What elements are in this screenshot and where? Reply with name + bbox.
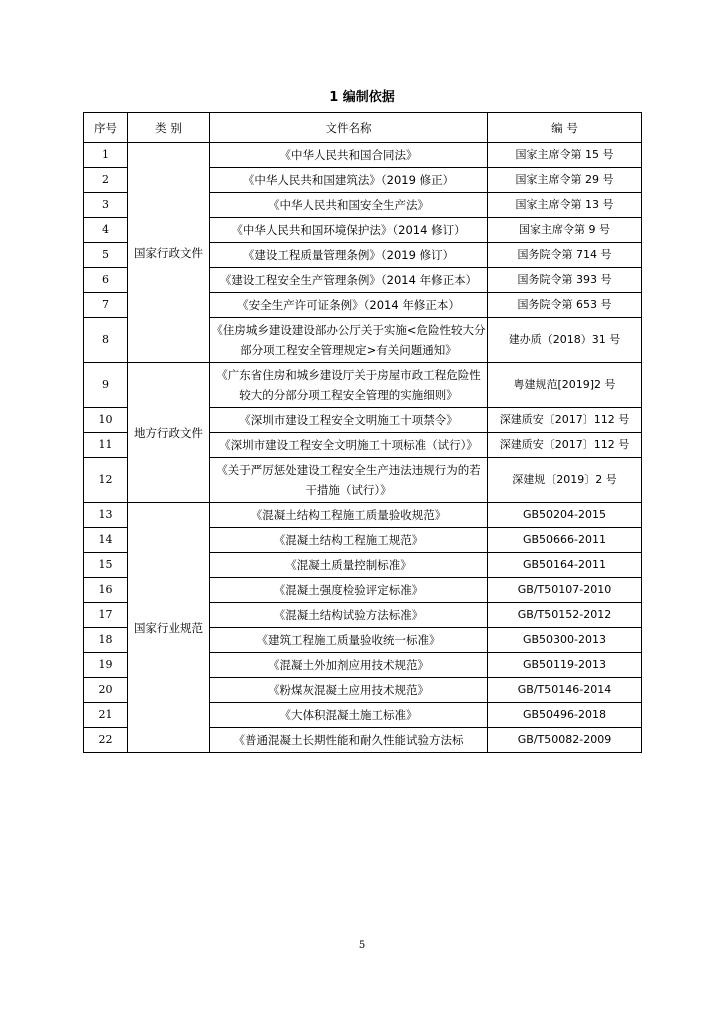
- row-document-name: 《关于严厉惩处建设工程安全生产违法违规行为的若干措施（试行）》: [210, 458, 488, 503]
- row-category: 国家行业规范: [128, 503, 210, 753]
- row-serial: 10: [84, 408, 128, 433]
- row-serial: 20: [84, 678, 128, 703]
- row-serial: 21: [84, 703, 128, 728]
- row-serial: 14: [84, 528, 128, 553]
- table-header-row: [84, 113, 642, 143]
- row-document-code: 国家主席令第 9 号: [488, 218, 642, 243]
- row-document-name: 《大体积混凝土施工标准》: [210, 703, 488, 728]
- row-document-code: GB50119-2013: [488, 653, 642, 678]
- row-document-name: 《粉煤灰混凝土应用技术规范》: [210, 678, 488, 703]
- row-serial: 6: [84, 268, 128, 293]
- row-document-name: 《中华人民共和国安全生产法》: [210, 193, 488, 218]
- row-serial: 1: [84, 143, 128, 168]
- row-document-name: 《混凝土强度检验评定标准》: [210, 578, 488, 603]
- table-row: [84, 143, 642, 168]
- row-document-code: 国务院令第 653 号: [488, 293, 642, 318]
- row-serial: 7: [84, 293, 128, 318]
- row-document-name: 《中华人民共和国环境保护法》（2014 修订）: [210, 218, 488, 243]
- row-document-code: GB50300-2013: [488, 628, 642, 653]
- row-document-name: 《混凝土质量控制标准》: [210, 553, 488, 578]
- table-row: [84, 503, 642, 528]
- header-document-name: 文件名称: [210, 113, 488, 143]
- table-row: [84, 363, 642, 408]
- row-document-name: 《建设工程质量管理条例》（2019 修订）: [210, 243, 488, 268]
- header-document-code: 编 号: [488, 113, 642, 143]
- reference-documents-table: [83, 112, 642, 753]
- row-document-code: GB/T50107-2010: [488, 578, 642, 603]
- row-document-code: GB50496-2018: [488, 703, 642, 728]
- header-serial: 序号: [84, 113, 128, 143]
- row-document-code: 深建规〔2019〕2 号: [488, 458, 642, 503]
- row-serial: 16: [84, 578, 128, 603]
- row-document-name: 《中华人民共和国建筑法》（2019 修正）: [210, 168, 488, 193]
- row-serial: 2: [84, 168, 128, 193]
- row-document-code: GB/T50146-2014: [488, 678, 642, 703]
- row-document-name: 《混凝土外加剂应用技术规范》: [210, 653, 488, 678]
- row-serial: 13: [84, 503, 128, 528]
- row-document-name: 《普通混凝土长期性能和耐久性能试验方法标: [210, 728, 488, 753]
- row-serial: 4: [84, 218, 128, 243]
- row-document-code: 国家主席令第 29 号: [488, 168, 642, 193]
- row-serial: 5: [84, 243, 128, 268]
- row-document-code: GB50204-2015: [488, 503, 642, 528]
- row-document-name: 《建设工程安全生产管理条例》（2014 年修正本）: [210, 268, 488, 293]
- row-document-code: GB/T50082-2009: [488, 728, 642, 753]
- row-serial: 3: [84, 193, 128, 218]
- row-document-code: GB50164-2011: [488, 553, 642, 578]
- row-document-code: 建办质（2018）31 号: [488, 318, 642, 363]
- row-serial: 17: [84, 603, 128, 628]
- row-document-code: GB/T50152-2012: [488, 603, 642, 628]
- row-serial: 9: [84, 363, 128, 408]
- row-document-name: 《深圳市建设工程安全文明施工十项标准（试行）》: [210, 433, 488, 458]
- row-document-code: 国家主席令第 15 号: [488, 143, 642, 168]
- row-serial: 15: [84, 553, 128, 578]
- row-serial: 8: [84, 318, 128, 363]
- page-number: 5: [358, 940, 366, 951]
- row-serial: 19: [84, 653, 128, 678]
- row-document-name: 《深圳市建设工程安全文明施工十项禁令》: [210, 408, 488, 433]
- row-serial: 12: [84, 458, 128, 503]
- row-category: 国家行政文件: [128, 143, 210, 363]
- row-document-code: 粤建规范[2019]2 号: [488, 363, 642, 408]
- row-category: 地方行政文件: [128, 363, 210, 503]
- row-serial: 11: [84, 433, 128, 458]
- row-document-code: 国家主席令第 13 号: [488, 193, 642, 218]
- section-title: 1 编制依据: [329, 90, 395, 105]
- row-document-code: 深建质安〔2017〕112 号: [488, 433, 642, 458]
- row-document-code: 国务院令第 393 号: [488, 268, 642, 293]
- row-document-name: 《混凝土结构工程施工质量验收规范》: [210, 503, 488, 528]
- row-serial: 18: [84, 628, 128, 653]
- row-document-code: GB50666-2011: [488, 528, 642, 553]
- row-document-name: 《住房城乡建设建设部办公厅关于实施<危险性较大分部分项工程安全管理规定>有关问题通知》: [210, 318, 488, 363]
- row-document-code: 深建质安〔2017〕112 号: [488, 408, 642, 433]
- row-document-name: 《中华人民共和国合同法》: [210, 143, 488, 168]
- row-document-code: 国务院令第 714 号: [488, 243, 642, 268]
- header-category: 类 别: [128, 113, 210, 143]
- row-document-name: 《混凝土结构试验方法标准》: [210, 603, 488, 628]
- row-document-name: 《建筑工程施工质量验收统一标准》: [210, 628, 488, 653]
- row-serial: 22: [84, 728, 128, 753]
- row-document-name: 《安全生产许可证条例》（2014 年修正本）: [210, 293, 488, 318]
- row-document-name: 《广东省住房和城乡建设厅关于房屋市政工程危险性较大的分部分项工程安全管理的实施细则》: [210, 363, 488, 408]
- row-document-name: 《混凝土结构工程施工规范》: [210, 528, 488, 553]
